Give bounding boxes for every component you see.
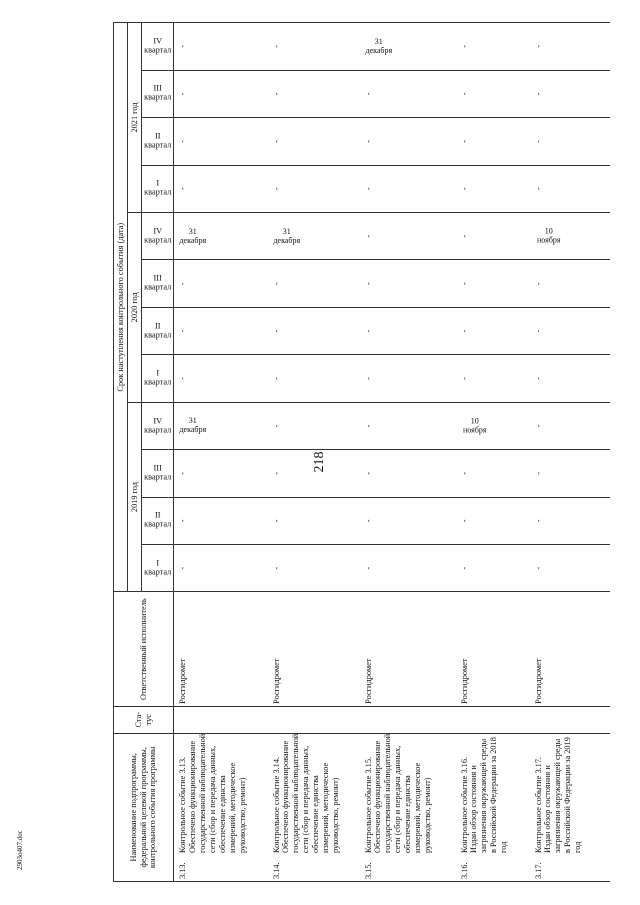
deadline-dash: - bbox=[459, 329, 469, 333]
deadline-dash: - bbox=[271, 377, 281, 380]
header-quarter-cell bbox=[142, 307, 174, 354]
deadline-dash: - bbox=[533, 377, 543, 380]
deadline-dash: - bbox=[363, 471, 373, 475]
header-quarter-cell bbox=[142, 450, 174, 497]
deadline-dash: - bbox=[459, 282, 469, 285]
deadline-date: 10 ноября bbox=[536, 226, 561, 245]
deadline-cell bbox=[456, 402, 530, 449]
deadline-date: 31 декабря bbox=[179, 226, 207, 245]
control-event-name: Контрольное событие 3.13. Обеспечено функционирование государственной наблюдательной сети (сбор и передача данных, обеспечение единства измерений, методическое руководство, ремонт) bbox=[178, 733, 247, 853]
deadline-dash: - bbox=[363, 139, 373, 143]
control-event-name-cell bbox=[456, 733, 530, 881]
control-event-name-cell bbox=[174, 733, 268, 881]
deadline-cell bbox=[360, 23, 456, 71]
deadline-cell bbox=[360, 497, 456, 544]
header-deadline-column: Срок наступления контрольного события (дата) bbox=[114, 23, 128, 592]
deadline-dash: - bbox=[271, 282, 281, 285]
control-event-number: 3.13. bbox=[178, 862, 187, 879]
deadline-dash: - bbox=[363, 566, 373, 570]
header-year-2021: 2021 год bbox=[128, 23, 142, 213]
deadline-dash: - bbox=[363, 92, 373, 96]
deadline-dash: - bbox=[178, 566, 187, 570]
deadline-date: 31 декабря bbox=[179, 416, 207, 434]
deadline-cell bbox=[456, 355, 530, 402]
deadline-dash: - bbox=[533, 519, 543, 523]
deadline-cell bbox=[174, 545, 268, 592]
deadline-dash: - bbox=[533, 329, 543, 333]
deadline-cell bbox=[174, 402, 268, 449]
responsible-executor-cell: Росгидромет bbox=[174, 592, 268, 706]
header-responsible-column: Ответственный исполнитель bbox=[114, 592, 174, 706]
deadline-cell bbox=[174, 165, 268, 212]
deadline-dash: - bbox=[363, 282, 373, 285]
status-cell bbox=[360, 706, 456, 733]
header-quarter-cell bbox=[142, 545, 174, 592]
deadline-cell bbox=[530, 260, 610, 307]
header-quarter-label: I квартал bbox=[143, 179, 171, 197]
deadline-dash: - bbox=[459, 566, 469, 570]
deadline-dash: - bbox=[271, 424, 281, 428]
deadline-cell bbox=[530, 402, 610, 449]
table-body bbox=[174, 23, 610, 882]
deadline-cell bbox=[268, 545, 360, 592]
deadline-dash: - bbox=[533, 282, 543, 285]
deadline-dash: - bbox=[271, 44, 281, 48]
deadline-cell bbox=[360, 165, 456, 212]
control-event-name: Контрольное событие 3.15. Обеспечено функционирование государственной наблюдательной сети (сбор и передача данных, обеспечение единства измерений, методическое руководство, ремонт) bbox=[363, 733, 433, 853]
deadline-cell bbox=[360, 355, 456, 402]
responsible-executor-cell: Росгидромет bbox=[530, 592, 610, 706]
status-cell bbox=[268, 706, 360, 733]
header-quarter-label: III квартал bbox=[143, 84, 171, 102]
header-quarter-cell bbox=[142, 70, 174, 117]
deadline-dash: - bbox=[178, 282, 187, 285]
deadline-cell bbox=[268, 165, 360, 212]
deadline-dash: - bbox=[178, 471, 187, 475]
deadline-dash: - bbox=[178, 44, 187, 48]
deadline-dash: - bbox=[363, 329, 373, 333]
deadline-dash: - bbox=[178, 377, 187, 380]
deadline-cell bbox=[456, 118, 530, 165]
deadline-cell bbox=[268, 118, 360, 165]
deadline-cell bbox=[268, 212, 360, 259]
deadline-cell bbox=[268, 70, 360, 117]
deadline-cell bbox=[360, 402, 456, 449]
table-row bbox=[360, 23, 456, 882]
header-year-2020: 2020 год bbox=[128, 212, 142, 402]
deadline-cell bbox=[360, 212, 456, 259]
deadline-cell bbox=[360, 307, 456, 354]
deadline-dash: - bbox=[178, 519, 187, 523]
deadline-cell bbox=[456, 497, 530, 544]
deadline-dash: - bbox=[178, 187, 187, 191]
deadline-dash: - bbox=[271, 471, 281, 475]
deadline-dash: - bbox=[459, 92, 469, 96]
deadline-date: 10 ноября bbox=[462, 416, 487, 434]
deadline-dash: - bbox=[363, 424, 373, 428]
header-quarter-label: IV квартал bbox=[143, 226, 171, 245]
deadline-cell bbox=[456, 23, 530, 71]
deadline-date: 31 декабря bbox=[272, 226, 300, 245]
deadline-date: 31 декабря bbox=[364, 36, 392, 55]
deadline-cell bbox=[174, 260, 268, 307]
deadline-dash: - bbox=[459, 377, 469, 380]
deadline-dash: - bbox=[178, 92, 187, 96]
control-event-name-cell bbox=[268, 733, 360, 881]
deadline-dash: - bbox=[271, 92, 281, 96]
header-quarter-label: II квартал bbox=[143, 321, 171, 340]
control-event-number: 3.17. bbox=[533, 862, 543, 879]
deadline-dash: - bbox=[533, 44, 543, 48]
deadline-cell bbox=[530, 355, 610, 402]
status-cell bbox=[174, 706, 268, 733]
control-event-name: Контрольное событие 3.14. Обеспечено функционирование государственной наблюдательной сети (сбор и передача данных, обеспечение единства измерений, методическое руководство, ремонт) bbox=[271, 733, 341, 853]
responsible-executor-cell: Росгидромет bbox=[456, 592, 530, 706]
deadline-dash: - bbox=[459, 139, 469, 143]
table-row bbox=[456, 23, 530, 882]
responsible-executor-cell: Росгидромет bbox=[268, 592, 360, 706]
deadline-cell bbox=[530, 212, 610, 259]
deadline-cell bbox=[174, 70, 268, 117]
header-year-2019: 2019 год bbox=[128, 402, 142, 592]
deadline-cell bbox=[360, 70, 456, 117]
header-status-column: Ста-тус bbox=[114, 706, 174, 733]
header-quarter-label: IV квартал bbox=[143, 416, 171, 434]
page-number: 218 bbox=[312, 451, 327, 473]
deadline-dash: - bbox=[533, 92, 543, 96]
deadline-dash: - bbox=[533, 471, 543, 475]
control-event-name: Контрольное событие 3.16. Издан обзор состояния и загрязнения окружающей среды в Российской Федерации за 2018 год bbox=[459, 737, 509, 853]
deadline-dash: - bbox=[459, 519, 469, 523]
deadline-cell bbox=[174, 497, 268, 544]
deadline-cell bbox=[456, 165, 530, 212]
header-quarter-label: III квартал bbox=[143, 273, 171, 292]
control-event-name: Контрольное событие 3.17. Издан обзор состояния и загрязнения окружающей среды в Российской Федерации за 2019 год bbox=[533, 737, 583, 853]
deadline-cell bbox=[530, 118, 610, 165]
header-quarter-label: I квартал bbox=[143, 368, 171, 387]
deadline-cell bbox=[174, 355, 268, 402]
deadline-cell bbox=[174, 23, 268, 71]
deadline-dash: - bbox=[363, 234, 373, 238]
deadline-cell bbox=[530, 23, 610, 71]
header-quarter-cell bbox=[142, 212, 174, 259]
deadline-dash: - bbox=[271, 566, 281, 570]
responsible-executor-cell: Росгидромет bbox=[360, 592, 456, 706]
deadline-dash: - bbox=[271, 187, 281, 191]
deadline-dash: - bbox=[178, 329, 187, 333]
deadline-cell bbox=[268, 23, 360, 71]
control-events-table bbox=[113, 22, 610, 882]
footer-file-name: 2903о407.doc bbox=[16, 830, 24, 870]
deadline-cell bbox=[456, 307, 530, 354]
deadline-cell bbox=[530, 165, 610, 212]
deadline-cell bbox=[174, 118, 268, 165]
deadline-dash: - bbox=[178, 139, 187, 143]
deadline-dash: - bbox=[363, 187, 373, 191]
deadline-dash: - bbox=[533, 139, 543, 143]
deadline-cell bbox=[530, 450, 610, 497]
control-event-number: 3.14. bbox=[271, 862, 281, 879]
deadline-dash: - bbox=[271, 139, 281, 143]
deadline-dash: - bbox=[533, 424, 543, 428]
deadline-dash: - bbox=[533, 566, 543, 570]
control-event-name-cell bbox=[360, 733, 456, 881]
deadline-cell bbox=[174, 212, 268, 259]
deadline-dash: - bbox=[459, 234, 469, 238]
control-event-number: 3.16. bbox=[459, 862, 469, 879]
deadline-cell bbox=[268, 450, 360, 497]
control-event-number: 3.15. bbox=[363, 862, 373, 879]
deadline-cell bbox=[268, 355, 360, 402]
header-quarter-cell bbox=[142, 165, 174, 212]
deadline-dash: - bbox=[459, 44, 469, 48]
table-row bbox=[174, 23, 268, 882]
header-quarter-label: I квартал bbox=[143, 558, 171, 577]
deadline-cell bbox=[360, 450, 456, 497]
header-quarter-cell bbox=[142, 355, 174, 402]
table-header bbox=[114, 23, 174, 882]
deadline-cell bbox=[360, 260, 456, 307]
status-cell bbox=[530, 706, 610, 733]
deadline-dash: - bbox=[271, 329, 281, 333]
deadline-dash: - bbox=[459, 187, 469, 191]
deadline-cell bbox=[456, 260, 530, 307]
header-quarter-cell bbox=[142, 260, 174, 307]
deadline-cell bbox=[174, 450, 268, 497]
deadline-cell bbox=[456, 70, 530, 117]
deadline-dash: - bbox=[363, 519, 373, 523]
deadline-cell bbox=[268, 260, 360, 307]
deadline-dash: - bbox=[533, 187, 543, 191]
deadline-cell bbox=[530, 70, 610, 117]
header-quarter-cell bbox=[142, 23, 174, 71]
header-quarter-cell bbox=[142, 402, 174, 449]
deadline-cell bbox=[456, 450, 530, 497]
deadline-cell bbox=[268, 497, 360, 544]
deadline-cell bbox=[268, 402, 360, 449]
deadline-dash: - bbox=[363, 377, 373, 380]
deadline-cell bbox=[268, 307, 360, 354]
header-quarter-cell bbox=[142, 118, 174, 165]
header-name-column: Наименование подпрограммы, федеральной целевой программы, контрольного события программы bbox=[114, 733, 174, 881]
control-event-name-cell bbox=[530, 733, 610, 881]
deadline-dash: - bbox=[271, 519, 281, 523]
header-quarter-label: III квартал bbox=[143, 463, 171, 482]
deadline-cell bbox=[456, 545, 530, 592]
header-quarter-label: II квартал bbox=[143, 511, 171, 529]
table-row bbox=[530, 23, 610, 882]
deadline-cell bbox=[360, 545, 456, 592]
deadline-dash: - bbox=[459, 471, 469, 475]
deadline-cell bbox=[456, 212, 530, 259]
deadline-cell bbox=[530, 497, 610, 544]
header-quarter-label: II квартал bbox=[143, 131, 171, 150]
deadline-cell bbox=[530, 307, 610, 354]
deadline-cell bbox=[360, 118, 456, 165]
status-cell bbox=[456, 706, 530, 733]
deadline-cell bbox=[530, 545, 610, 592]
header-quarter-label: IV квартал bbox=[143, 36, 171, 55]
table-row bbox=[268, 23, 360, 882]
deadline-cell bbox=[174, 307, 268, 354]
header-quarter-cell bbox=[142, 497, 174, 544]
